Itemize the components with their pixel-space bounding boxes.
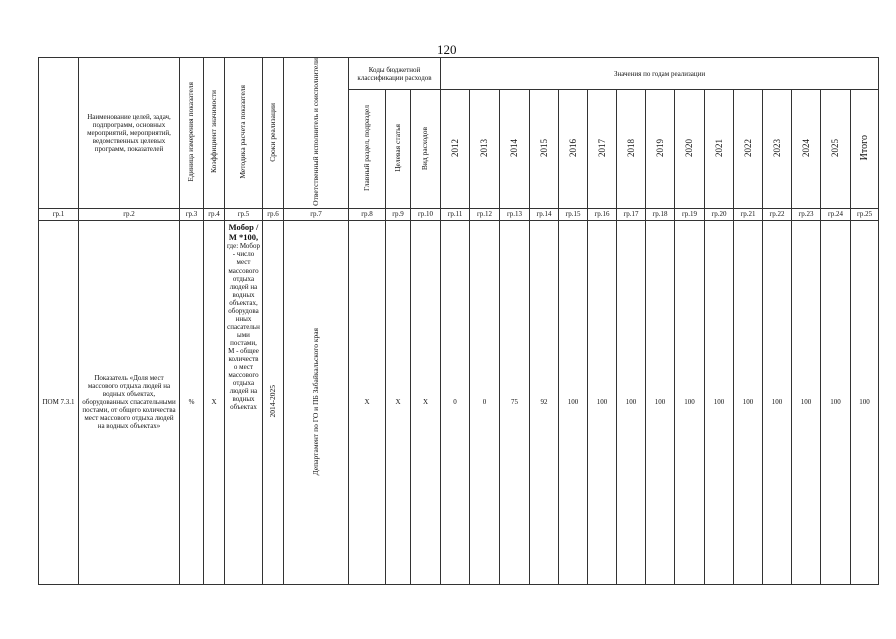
- year-header-cell: [470, 90, 500, 209]
- values-by-year-header: Значения по годам реализации: [441, 58, 879, 90]
- expense-type-header: Вид расходов: [420, 126, 430, 170]
- year-header-cell: [763, 90, 792, 209]
- row-total: 100: [851, 220, 879, 584]
- page-number: 120: [437, 42, 457, 57]
- total-header: Итого: [858, 135, 870, 161]
- gr-label: гр.22: [763, 208, 792, 220]
- row-name: Показатель «Доля мест массового отдыха людей на водных объектах, оборудованных спасательными постами, от общего количества мест массового отдыха людей на водных объектах»: [79, 220, 180, 584]
- gr-label: гр.11: [441, 208, 470, 220]
- responsible-header: Ответственный исполнитель и соисполнители: [310, 58, 320, 206]
- row-year-value: 100: [675, 220, 705, 584]
- row-year-value: 75: [500, 220, 530, 584]
- gr-label: гр.25: [851, 208, 879, 220]
- gr-label: гр.15: [559, 208, 588, 220]
- gr-label: гр.3: [180, 208, 204, 220]
- gr-label: гр.10: [411, 208, 441, 220]
- row-year-value: 0: [470, 220, 500, 584]
- gr-label: гр.24: [821, 208, 851, 220]
- budget-article-header: Целевая статья: [392, 124, 402, 173]
- gr-label: гр.8: [349, 208, 386, 220]
- year-header-cell: [705, 90, 734, 209]
- row-responsible-cell: [284, 220, 349, 584]
- year-header: 2023: [771, 139, 782, 158]
- period-header-cell: [263, 58, 284, 209]
- year-header: 2025: [830, 139, 841, 158]
- method-formula: Мобор / М *100,: [228, 221, 259, 242]
- row-period: 2014-2025: [267, 385, 277, 418]
- year-header-cell: [675, 90, 705, 209]
- row-year-value: 100: [646, 220, 675, 584]
- coef-header: Коэффициент значимости: [208, 90, 218, 174]
- gr-label: гр.2: [79, 208, 180, 220]
- header-row-1: [39, 58, 879, 90]
- coef-header-cell: [204, 58, 225, 209]
- gr-label: гр.5: [225, 208, 263, 220]
- gr-label: гр.7: [284, 208, 349, 220]
- gr-label: гр.21: [734, 208, 763, 220]
- row-year-value: 100: [734, 220, 763, 584]
- row-year-value: 100: [705, 220, 734, 584]
- row-year-value: 100: [588, 220, 617, 584]
- year-header-cell: [530, 90, 559, 209]
- year-header-cell: [734, 90, 763, 209]
- year-header: 2022: [742, 139, 753, 158]
- year-header: 2013: [479, 139, 490, 158]
- method-header-cell: [225, 58, 263, 209]
- row-year-value: 100: [821, 220, 851, 584]
- row-budget-article: X: [386, 220, 411, 584]
- row-year-value: 100: [559, 220, 588, 584]
- year-header-cell: [617, 90, 646, 209]
- name-header: Наименование целей, задач, подпрограмм, основных мероприятий, мероприятий, ведомственных целевых программ, показателей: [79, 58, 180, 209]
- year-header-cell: [441, 90, 470, 209]
- responsible-header-cell: [284, 58, 349, 209]
- year-header-cell: [646, 90, 675, 209]
- gr-label: гр.20: [705, 208, 734, 220]
- budget-sub-header-cell: [411, 90, 441, 209]
- gr-label: гр.9: [386, 208, 411, 220]
- year-header-cell: [500, 90, 530, 209]
- year-header: 2019: [654, 139, 665, 158]
- table-row: [39, 220, 879, 584]
- gr-label: гр.14: [530, 208, 559, 220]
- row-year-value: 100: [792, 220, 821, 584]
- year-header: 2015: [538, 139, 549, 158]
- gr-label: гр.17: [617, 208, 646, 220]
- budget-section-header: Главный раздел, подраздел: [361, 105, 371, 192]
- budget-sub-header-cell: [349, 90, 386, 209]
- budget-codes-header: Коды бюджетной классификации расходов: [349, 58, 441, 90]
- gr-label: гр.16: [588, 208, 617, 220]
- period-header: Сроки реализации: [267, 102, 277, 162]
- gr-label: гр.12: [470, 208, 500, 220]
- code-header-cell: [39, 58, 79, 209]
- method-description: где: Мобор - число мест массового отдыха людей на водных объектах, оборудованных спасательными постами, М - общее количество мест массового отдыха людей на водных объектах: [227, 242, 260, 412]
- gr-label: гр.19: [675, 208, 705, 220]
- row-year-value: 100: [617, 220, 646, 584]
- year-header: 2024: [800, 139, 811, 158]
- gr-label: гр.18: [646, 208, 675, 220]
- row-year-value: 92: [530, 220, 559, 584]
- year-header: 2020: [684, 139, 695, 158]
- year-header: 2018: [625, 139, 636, 158]
- row-responsible: Департамент по ГО и ПБ Забайкальского края: [310, 327, 320, 476]
- row-method: [225, 220, 263, 584]
- budget-sub-header-cell: [386, 90, 411, 209]
- method-header: Методика расчета показателя: [238, 85, 248, 179]
- total-header-cell: [851, 90, 879, 209]
- unit-header-cell: [180, 58, 204, 209]
- year-header-cell: [821, 90, 851, 209]
- unit-header: Единица измерения показателя: [186, 82, 196, 182]
- row-year-value: 100: [763, 220, 792, 584]
- year-header: 2016: [567, 139, 578, 158]
- year-header: 2017: [596, 139, 607, 158]
- row-unit: %: [180, 220, 204, 584]
- year-header-cell: [559, 90, 588, 209]
- gr-label: гр.1: [39, 208, 79, 220]
- year-header: 2012: [449, 139, 460, 158]
- year-header: 2021: [713, 139, 724, 158]
- year-header-cell: [588, 90, 617, 209]
- row-coef: X: [204, 220, 225, 584]
- indicators-table: [38, 57, 879, 585]
- gr-label: гр.13: [500, 208, 530, 220]
- row-period-cell: [263, 220, 284, 584]
- row-budget-section: X: [349, 220, 386, 584]
- row-code: ПОМ 7.3.1: [39, 220, 79, 584]
- column-number-row: [39, 208, 879, 220]
- year-header-cell: [792, 90, 821, 209]
- gr-label: гр.4: [204, 208, 225, 220]
- year-header: 2014: [509, 139, 520, 158]
- row-expense-type: X: [411, 220, 441, 584]
- row-year-value: 0: [441, 220, 470, 584]
- gr-label: гр.23: [792, 208, 821, 220]
- gr-label: гр.6: [263, 208, 284, 220]
